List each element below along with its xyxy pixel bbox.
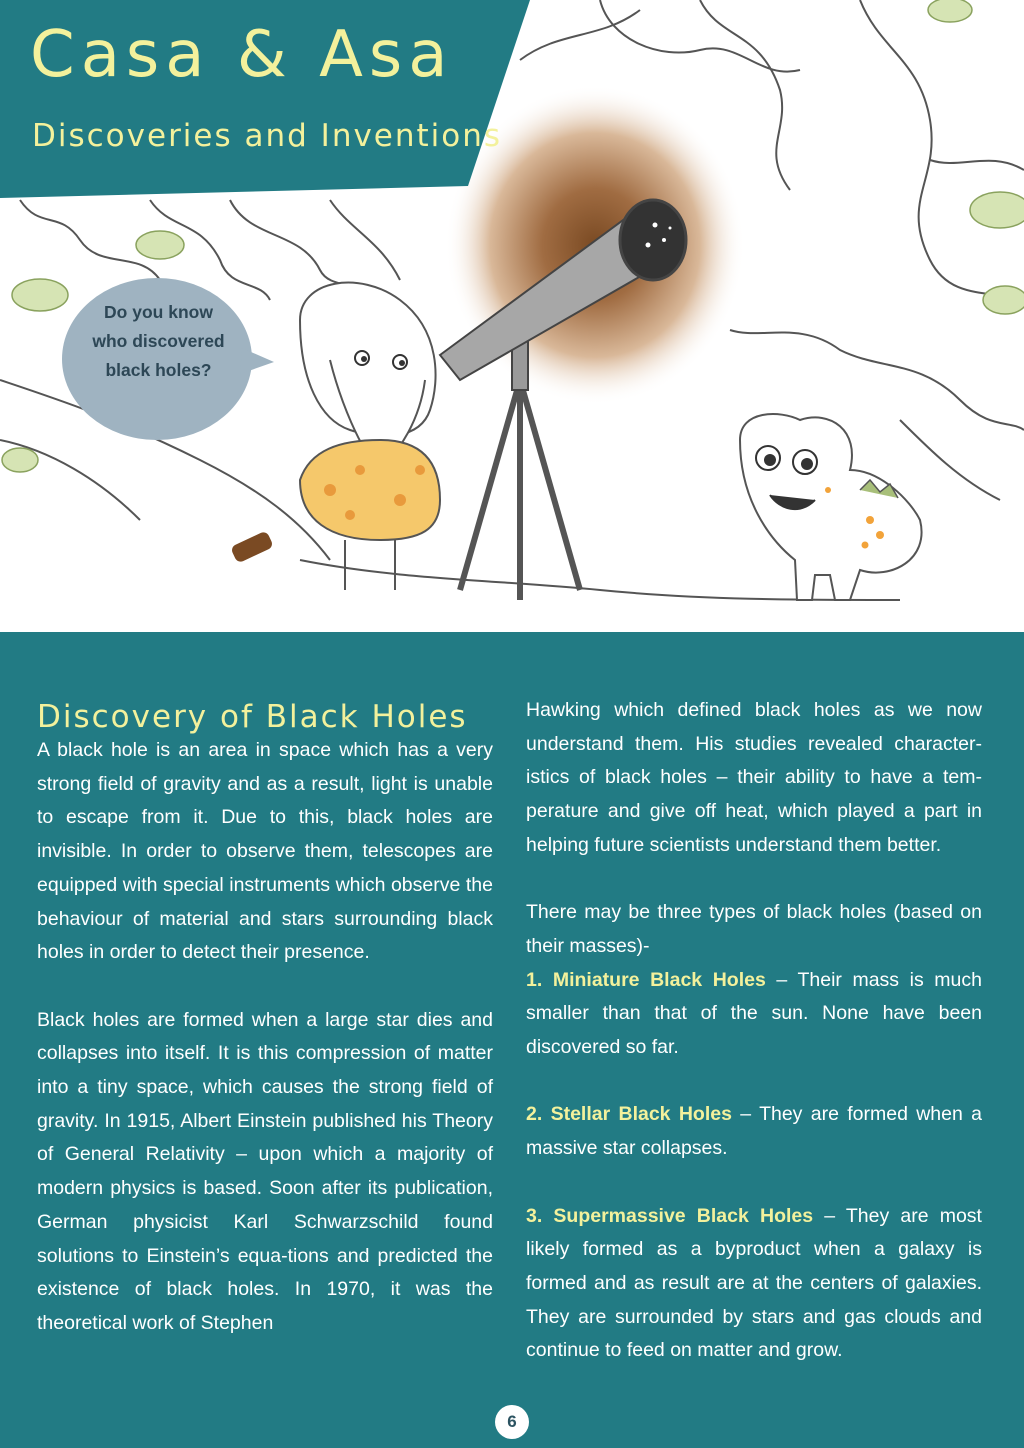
paragraph: Black holes are formed when a large star dies and collapses into itself. It is this compression of matter into a tiny space, which causes the strong field of gravity. In 1915, Albert Einstein published his Theory of General Relativity – upon which a majority of modern physics is based. Soon after its publication, German physicist Karl Schwarzschild found solutions to Einstein’s equa-tions and predicted the existence of black holes. In 1970, it was the theoretical work of Stephen — [37, 1008, 493, 1334]
paragraph: Hawking which defined black holes as we now understand them. His studies revealed character-istics of black holes – their ability to have a tem-perature and give off heat, which played a part in helping future scientists understand them better. — [526, 699, 982, 856]
type-text: – Their mass is much smaller than that of the sun. None have been discovered so far. — [526, 968, 982, 1059]
left-column — [37, 694, 493, 1341]
illustration — [0, 0, 1024, 632]
title-banner — [0, 0, 540, 198]
brand-title: Casa & Asa — [30, 18, 454, 92]
right-column — [526, 694, 982, 1368]
black-hole-type-miniature — [526, 964, 982, 1065]
type-name: 1. Miniature Black Holes — [526, 968, 766, 991]
paragraph: A black hole is an area in space which has a very strong field of gravity and as a result, light is unable to escape from it. Due to this, black holes are invisible. In order to observe them, telescopes are equipped with special instruments which observe the behaviour of material and stars surrounding black holes in order to detect their presence. — [37, 739, 493, 964]
type-name: 2. Stellar Black Holes — [526, 1103, 732, 1126]
speech-bubble — [62, 278, 252, 440]
black-hole-type-supermassive — [526, 1200, 982, 1369]
page-number: 6 — [495, 1405, 529, 1439]
type-text: – They are most likely formed as a byproduct when a galaxy is formed and as result are at the centers of galaxies. They are surrounded by stars and gas clouds and continue to feed on matter and grow. — [526, 1204, 982, 1362]
type-name: 3. Supermassive Black Holes — [526, 1204, 814, 1227]
paragraph: There may be three types of black holes (based on their masses)- — [526, 901, 982, 957]
article-panel — [0, 632, 1024, 1448]
section-heading: Discovery of Black Holes — [37, 699, 468, 735]
black-hole-type-stellar — [526, 1098, 982, 1165]
brand-subtitle: Discoveries and Inventions — [32, 118, 503, 154]
type-text: – They are formed when a massive star collapses. — [526, 1103, 982, 1160]
speech-bubble-text: Do you know who discovered black holes? — [92, 302, 225, 380]
baby-dinosaur-icon — [740, 414, 922, 600]
